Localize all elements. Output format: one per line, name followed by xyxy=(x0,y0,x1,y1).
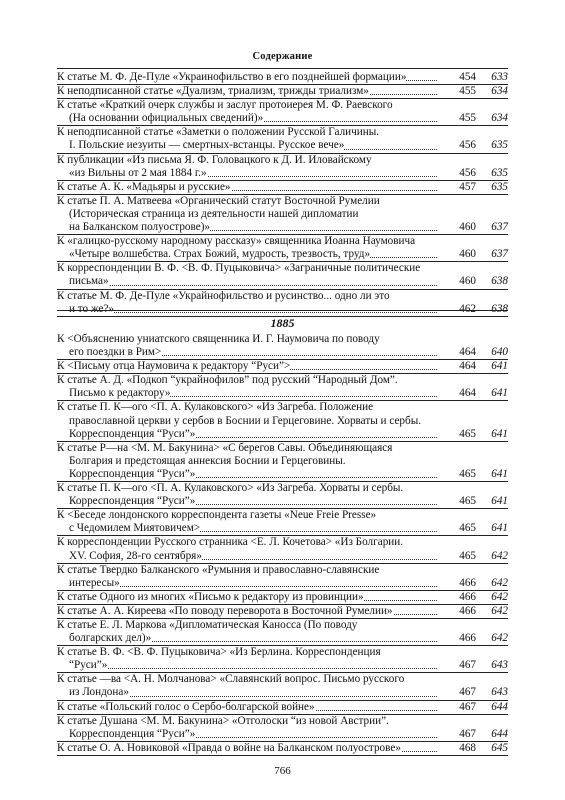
toc-entry-text: К неподписанной статье «Заметки о положении Русской Галичины. xyxy=(57,126,380,139)
toc-page-number: 465 xyxy=(459,495,476,508)
header-rule xyxy=(57,68,508,69)
toc-page-number: 460 xyxy=(459,275,476,288)
toc-entry-text: Корреспонденция “Руси”» xyxy=(69,427,196,440)
toc-comment-page-number: 634 xyxy=(491,85,508,98)
toc-entry-line xyxy=(57,646,508,659)
toc-comment-page-number: 641 xyxy=(491,495,508,508)
toc-entry-text: К статье П. А. Матвеева «Органический статут Восточной Румелии xyxy=(57,194,380,207)
toc-entry-line xyxy=(57,482,508,495)
toc-comment-page-number: 642 xyxy=(491,590,508,603)
toc-entry-text: К статье Р—на <М. М. Бакунина> «С берегов Савы. Объединяющаяся xyxy=(57,441,393,454)
toc-entry-text: К публикации «Из письма Я. Ф. Головацкого к Д. И. Иловайскому xyxy=(57,153,372,166)
toc-entry-text: К статье Е. Л. Маркова «Дипломатическая Каносса (По поводу xyxy=(57,618,358,631)
toc-entry-text: «из Вильны от 2 мая 1884 г.» xyxy=(69,166,207,179)
toc-page-number: 467 xyxy=(459,727,476,740)
toc-entry-text: К статье Одного из многих «Письмо к редактору из провинции» xyxy=(57,590,364,603)
toc-entry-line xyxy=(57,112,508,125)
toc-comment-page-number: 633 xyxy=(491,71,508,83)
toc-entry xyxy=(57,333,508,360)
toc-page-number: 455 xyxy=(459,112,476,125)
toc-comment-page-number: 641 xyxy=(491,467,508,480)
toc-entry-text: Корреспонденция “Руси”» xyxy=(69,467,196,480)
toc-comment-page-number: 644 xyxy=(491,727,508,740)
toc-entry xyxy=(57,181,508,195)
toc-comment-page-number: 641 xyxy=(491,360,508,373)
toc-entry-text: интересы» xyxy=(69,576,120,589)
toc-entry-text: и то же?» xyxy=(69,302,115,315)
toc-page-number: 455 xyxy=(459,85,476,98)
page-header: Содержание xyxy=(252,51,313,62)
toc-entry xyxy=(57,360,508,374)
toc-entry-text: болгарских дел)» xyxy=(69,632,152,645)
toc-page-number: 466 xyxy=(459,632,476,645)
toc-entry-line xyxy=(57,728,508,741)
toc-entry-line xyxy=(57,619,508,632)
toc-entry-line xyxy=(57,468,508,481)
toc-entry-text: К статье О. А. Новиковой «Правда о войне на Балканском полуострове» xyxy=(57,741,401,754)
section-year-heading: 1885 xyxy=(270,316,295,330)
toc-entry-text: К <Объяснению униатского священника И. Г. Наумовича по поводу xyxy=(57,333,380,345)
toc-entry xyxy=(57,701,508,715)
toc-entry-line xyxy=(57,686,508,699)
toc-entry-text: Письмо к редактору» xyxy=(69,387,171,400)
toc-entry-text: К статье В. Ф. <В. Ф. Пуцыковича> «Из Берлина. Корреспонденция xyxy=(57,646,381,659)
toc-entry-text: К <Письму отца Наумовича к редактору “Руси”> xyxy=(57,360,291,373)
toc-entry-text: православной церкви у сербов в Боснии и Герцеговине. Хорваты и сербы. xyxy=(69,414,422,427)
toc-page-number: 465 xyxy=(459,427,476,440)
dot-leader xyxy=(69,586,437,587)
toc-entry-text: “Руси”» xyxy=(69,659,108,672)
toc-page-number: 457 xyxy=(459,180,476,193)
toc-entry-line xyxy=(57,591,508,604)
toc-entry-line xyxy=(57,221,508,234)
dot-leader xyxy=(69,285,437,286)
toc-entry-line xyxy=(57,235,508,248)
toc-entry xyxy=(57,482,508,509)
toc-section-1885 xyxy=(57,333,508,756)
toc-entry-line xyxy=(57,208,508,221)
toc-entry-line xyxy=(57,262,508,275)
toc-entry-text: (Историческая страница из деятельности нашей дипломатии xyxy=(69,207,359,220)
toc-comment-page-number: 638 xyxy=(491,275,508,288)
toc-comment-page-number: 645 xyxy=(491,741,508,754)
toc-entry xyxy=(57,71,508,85)
toc-entry-line xyxy=(57,415,508,428)
toc-entry-text: К статье П. К—ого <П. А. Кулаковского> «Из Загреба. Хорваты и сербы. xyxy=(57,482,404,495)
toc-entry-line xyxy=(57,139,508,152)
toc-entry-line xyxy=(57,536,508,549)
toc-page-number: 467 xyxy=(459,659,476,672)
page-number: 766 xyxy=(274,765,291,777)
toc-entry-text: К неподписанной статье «Дуализм, триализм, трижды триализм» xyxy=(57,85,369,98)
toc-entry-text: К статье Твердко Балканского «Румыния и православно-славянские xyxy=(57,563,380,576)
toc-entry-line xyxy=(57,577,508,590)
toc-entry-line xyxy=(57,374,508,387)
toc-entry-line xyxy=(57,701,508,714)
toc-entry xyxy=(57,126,508,153)
toc-entry-line xyxy=(57,673,508,686)
dot-leader xyxy=(69,312,437,313)
toc-entry-line xyxy=(57,195,508,208)
toc-page-number: 467 xyxy=(459,686,476,699)
toc-page-number: 464 xyxy=(459,360,476,373)
toc-comment-page-number: 642 xyxy=(491,576,508,589)
toc-entry xyxy=(57,605,508,619)
toc-entry-text: К статье М. Ф. Де-Пуле «Украинофильство в его позднейшей формации» xyxy=(57,71,407,83)
toc-entry-text: Болгария и предстоящая аннексия Боснии и Герцеговины. xyxy=(69,454,346,467)
toc-entry xyxy=(57,442,508,482)
toc-entry-text: (На основании официальных сведений)» xyxy=(69,112,264,125)
toc-comment-page-number: 635 xyxy=(491,166,508,179)
toc-entry-text: письма» xyxy=(69,275,109,288)
toc-entry-line xyxy=(57,333,508,346)
toc-entry-line xyxy=(57,509,508,522)
toc-entry-text: К корреспонденции В. Ф. <В. Ф. Пуцыковича> «Заграничные политические xyxy=(57,262,421,275)
toc-entry-line xyxy=(57,387,508,400)
toc-entry-text: К статье —ва <А. Н. Молчанова> «Славянский вопрос. Письмо русского xyxy=(57,673,405,686)
toc-entry-line xyxy=(57,522,508,535)
toc-page-number: 466 xyxy=(459,604,476,617)
toc-entry-text: К статье М. Ф. Де-Пуле «Украйнофильство и русинство... одно ли это xyxy=(57,289,390,302)
toc-entry xyxy=(57,401,508,441)
toc-entry-text: К статье «Польский голос о Сербо-болгарской войне» xyxy=(57,700,315,713)
toc-comment-page-number: 638 xyxy=(491,302,508,315)
toc-entry-line xyxy=(57,564,508,577)
section-rule xyxy=(57,310,508,311)
toc-entry xyxy=(57,673,508,700)
toc-entry-line xyxy=(57,346,508,359)
toc-entry-text: с Чедомилем Миятовичем> xyxy=(69,522,201,535)
toc-entry-line xyxy=(57,550,508,563)
toc-entry xyxy=(57,646,508,673)
toc-entry-line xyxy=(57,154,508,167)
toc-comment-page-number: 635 xyxy=(491,180,508,193)
toc-comment-page-number: 637 xyxy=(491,248,508,261)
toc-page-number: 456 xyxy=(459,139,476,152)
toc-page-number: 460 xyxy=(459,248,476,261)
toc-entry xyxy=(57,154,508,181)
toc-entry xyxy=(57,742,508,756)
toc-entry-text: К статье А. Д. «Подкоп “украйнофилов” под русский “Народный Дом”. xyxy=(57,374,398,387)
toc-page-number: 466 xyxy=(459,576,476,589)
toc-entry-text: Корреспонденция “Руси”» xyxy=(69,495,196,508)
toc-comment-page-number: 643 xyxy=(491,659,508,672)
toc-entry-text: К корреспонденции Русского странника <Е. Л. Кочетова> «Из Болгарии. xyxy=(57,536,404,549)
toc-entry-line xyxy=(57,742,508,755)
toc-entry xyxy=(57,619,508,646)
toc-page-number: 462 xyxy=(459,302,476,315)
toc-entry-line xyxy=(57,455,508,468)
toc-section-1884 xyxy=(57,71,508,317)
toc-comment-page-number: 642 xyxy=(491,604,508,617)
toc-entry xyxy=(57,262,508,289)
toc-entry-line xyxy=(57,495,508,508)
toc-entry-line xyxy=(57,85,508,98)
toc-entry-line xyxy=(57,360,508,373)
toc-entry-line xyxy=(57,428,508,441)
toc-entry-text: «Четыре волшебства. Страх Божий, мудрость, трезвость, труд» xyxy=(69,248,371,261)
toc-page-number: 466 xyxy=(459,590,476,603)
toc-entry xyxy=(57,374,508,401)
toc-entry xyxy=(57,235,508,262)
toc-entry-line xyxy=(57,659,508,672)
toc-entry-line xyxy=(57,290,508,303)
toc-entry xyxy=(57,536,508,563)
toc-entry-text: К статье Душана <М. М. Бакунина> «Отголоски “из новой Австрии”. xyxy=(57,714,389,727)
toc-page-number: 465 xyxy=(459,467,476,480)
toc-comment-page-number: 641 xyxy=(491,427,508,440)
toc-entry-line xyxy=(57,167,508,180)
toc-comment-page-number: 642 xyxy=(491,549,508,562)
toc-entry-text: К <Беседе лондонского корреспондента газеты «Neue Freie Presse» xyxy=(57,509,377,522)
toc-comment-page-number: 640 xyxy=(491,346,508,359)
toc-entry-line xyxy=(57,715,508,728)
toc-page-number: 454 xyxy=(459,71,476,83)
toc-entry-text: К статье А. А. Киреева «По поводу переворота в Восточной Румелии» xyxy=(57,604,393,617)
toc-comment-page-number: 643 xyxy=(491,686,508,699)
toc-comment-page-number: 637 xyxy=(491,221,508,234)
toc-entry-line xyxy=(57,401,508,414)
toc-entry-text: XV. София, 28-го сентября» xyxy=(69,549,202,562)
toc-page-number: 464 xyxy=(459,346,476,359)
toc-comment-page-number: 641 xyxy=(491,522,508,535)
toc-entry xyxy=(57,715,508,742)
toc-comment-page-number: 634 xyxy=(491,112,508,125)
toc-entry xyxy=(57,564,508,591)
toc-entry xyxy=(57,195,508,235)
toc-entry-text: К статье П. К—ого <П. А. Кулаковского> «Из Загреба. Положение xyxy=(57,401,374,414)
toc-entry-text: на Балканском полуострове)» xyxy=(69,221,211,234)
toc-entry-text: I. Польские иезуиты — смертных-встанцы. Русское вече» xyxy=(69,139,345,152)
toc-entry-line xyxy=(57,275,508,288)
toc-entry-line xyxy=(57,605,508,618)
toc-entry-line xyxy=(57,248,508,261)
toc-page-number: 465 xyxy=(459,522,476,535)
toc-entry xyxy=(57,85,508,99)
toc-entry-text: из Лондона» xyxy=(69,686,129,699)
toc-entry-line xyxy=(57,632,508,645)
toc-comment-page-number: 644 xyxy=(491,700,508,713)
toc-entry-text: К статье «Краткий очерк службы и заслуг протоиерея М. Ф. Раевского xyxy=(57,99,393,112)
toc-comment-page-number: 641 xyxy=(491,387,508,400)
toc-page-number: 464 xyxy=(459,387,476,400)
toc-entry-line xyxy=(57,71,508,84)
toc-entry xyxy=(57,509,508,536)
toc-entry-line xyxy=(57,99,508,112)
dot-leader xyxy=(69,668,437,669)
toc-entry-text: Корреспонденция “Руси”» xyxy=(69,727,196,740)
toc-entry-text: К «галицко-русскому народному рассказу» священника Иоанна Наумовича xyxy=(57,235,416,248)
toc-entry-text: его поездки в Рим> xyxy=(69,346,162,359)
toc-page-number: 465 xyxy=(459,549,476,562)
toc-entry xyxy=(57,99,508,126)
toc-entry-line xyxy=(57,442,508,455)
toc-comment-page-number: 642 xyxy=(491,632,508,645)
toc-entry-line xyxy=(57,181,508,194)
toc-entry xyxy=(57,591,508,605)
toc-entry xyxy=(57,290,508,317)
toc-entry-line xyxy=(57,126,508,139)
toc-page-number: 468 xyxy=(459,741,476,754)
toc-page-number: 456 xyxy=(459,166,476,179)
toc-page-number: 467 xyxy=(459,700,476,713)
toc-page-number: 460 xyxy=(459,221,476,234)
toc-entry-text: К статье А. К. «Мадьяры и русские» xyxy=(57,180,231,193)
toc-comment-page-number: 635 xyxy=(491,139,508,152)
